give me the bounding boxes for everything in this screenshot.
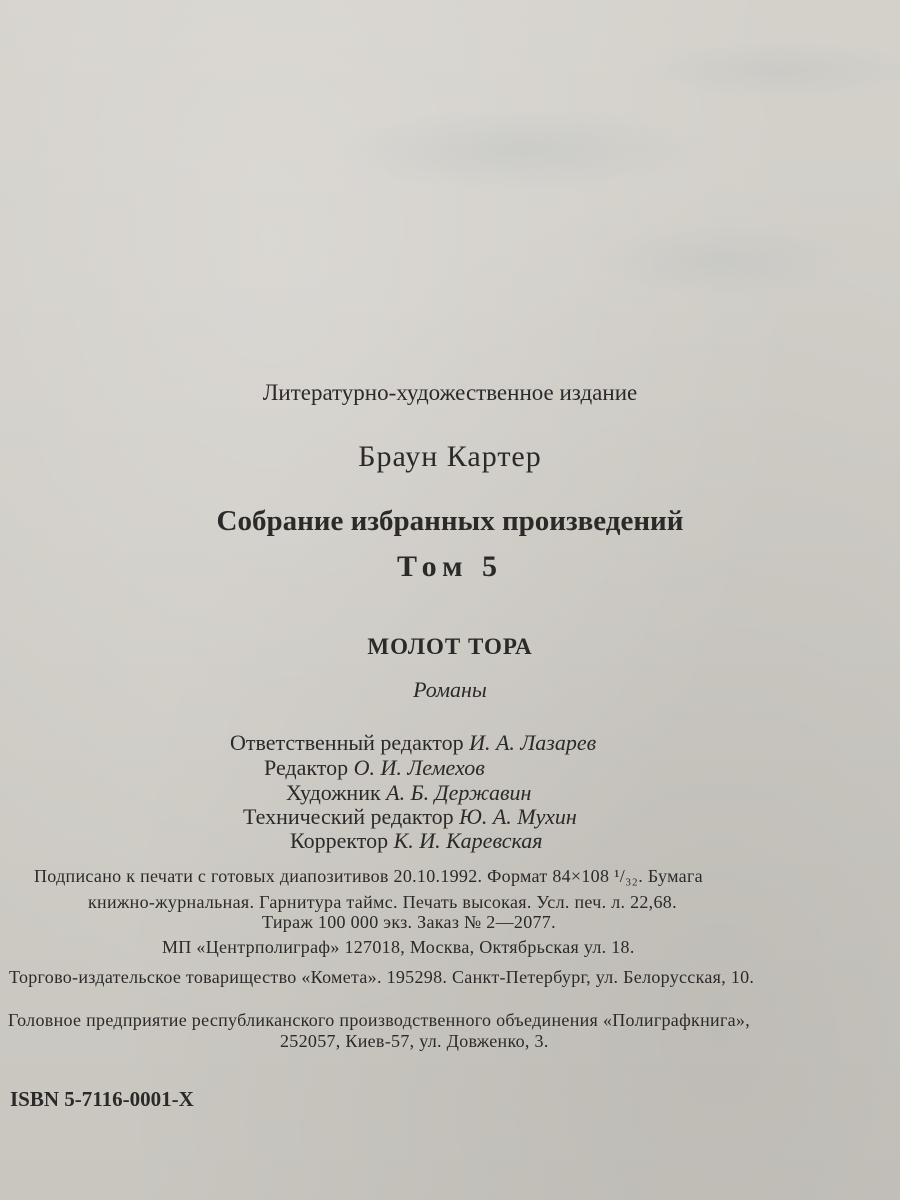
imprint-line-signed: Подписано к печати с готовых диапозитивов 20.10.1992. Формат 84×108 ¹/₃₂. Бумага xyxy=(34,866,703,886)
credit-name: А. Б. Державин xyxy=(386,780,532,805)
author-name: Браун Картер xyxy=(358,440,542,473)
edition-type: Литературно-художественное издание xyxy=(262,380,638,405)
credit-role: Технический редактор xyxy=(243,804,460,829)
credit-technical-editor xyxy=(243,804,577,830)
credit-editor xyxy=(264,755,485,781)
imprint-line-publisher: Торгово-издательское товарищество «Комета». 195298. Санкт-Петербург, ул. Белорусская, 10. xyxy=(9,967,755,987)
credit-name: О. И. Лемехов xyxy=(353,755,485,780)
imprint-line-head-enterprise: Головное предприятие республиканского производственного объединения «Полиграфкнига», xyxy=(8,1010,751,1030)
credit-name: Ю. А. Мухин xyxy=(459,804,577,829)
volume-number: Том 5 xyxy=(396,550,504,583)
imprint-line-paper: книжно-журнальная. Гарнитура таймс. Печать высокая. Усл. печ. л. 22,68. xyxy=(88,892,677,912)
credit-role: Корректор xyxy=(290,828,394,853)
credit-artist xyxy=(286,780,531,806)
imprint-line-printer: МП «Центрполиграф» 127018, Москва, Октябрьская ул. 18. xyxy=(162,937,635,957)
page-bleed-through xyxy=(0,0,900,360)
book-title: МОЛОТ ТОРА xyxy=(367,634,533,659)
imprint-line-address: 252057, Киев-57, ул. Довженко, 3. xyxy=(280,1031,549,1051)
credit-name: И. А. Лазарев xyxy=(469,730,597,755)
isbn-number: ISBN 5-7116-0001-X xyxy=(10,1087,194,1111)
credit-role: Редактор xyxy=(264,755,354,780)
collection-title: Собрание избранных произведений xyxy=(216,505,684,537)
credit-proofreader xyxy=(290,828,542,854)
credit-role: Ответственный редактор xyxy=(230,730,470,755)
genre-label: Романы xyxy=(413,677,487,702)
credit-chief-editor xyxy=(230,730,596,756)
imprint-line-print-run: Тираж 100 000 экз. Заказ № 2—2077. xyxy=(262,912,556,932)
credit-role: Художник xyxy=(286,780,387,805)
credit-name: К. И. Каревская xyxy=(393,828,543,853)
